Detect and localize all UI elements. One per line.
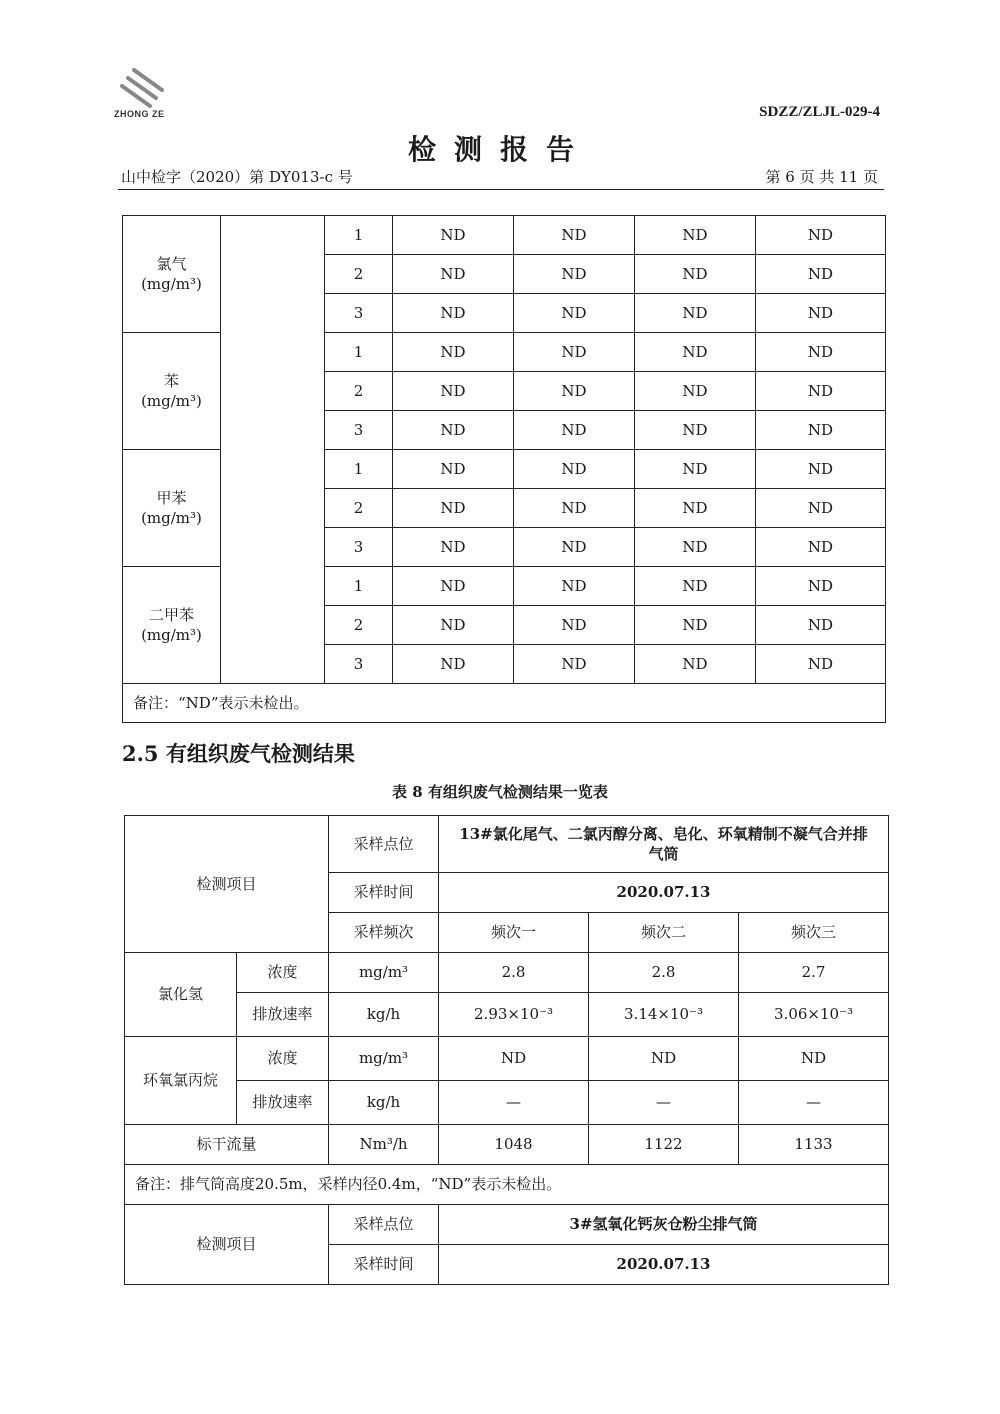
table-row: 二甲苯 (mg/m³) 1 ND ND ND ND	[123, 567, 886, 606]
table-row: 2 ND ND ND ND	[123, 372, 886, 411]
results-table-continued	[122, 215, 886, 723]
organized-exhaust-table	[124, 815, 889, 1285]
table-row: 苯 (mg/m³) 1 ND ND ND ND	[123, 333, 886, 372]
pollutant-cell: 苯 (mg/m³)	[123, 333, 221, 450]
time-value-cell: 2020.07.13	[439, 873, 889, 913]
point-value-cell: 3#氢氧化钙灰仓粉尘排气筒	[439, 1205, 889, 1245]
table-row: 采样时间 2020.07.13	[125, 1245, 889, 1285]
table-row: 检测项目 采样点位 3#氢氧化钙灰仓粉尘排气筒	[125, 1205, 889, 1245]
table-note-row	[125, 1165, 889, 1205]
table-row: 甲苯 (mg/m³) 1 ND ND ND ND	[123, 450, 886, 489]
pollutant-cell: 氯化氢	[125, 953, 237, 1037]
table-row: 标干流量 Nm³/h 1048 1122 1133	[125, 1125, 889, 1165]
point-value-cell: 13#氯化尾气、二氯丙醇分离、皂化、环氧精制不凝气合并排气筒	[439, 816, 889, 873]
document-code: SDZZ/ZLJL-029-4	[759, 104, 880, 120]
item-label-cell: 检测项目	[125, 1205, 329, 1285]
pollutant-cell: 二甲苯 (mg/m³)	[123, 567, 221, 684]
table-row: 2 ND ND ND ND	[123, 489, 886, 528]
table-caption: 表 8 有组织废气检测结果一览表	[392, 783, 608, 801]
time-label-cell: 采样时间	[329, 873, 439, 913]
table-row: 2 ND ND ND ND	[123, 255, 886, 294]
table-row: 3 ND ND ND ND	[123, 411, 886, 450]
table-row: 排放速率 kg/h 2.93×10⁻³ 3.14×10⁻³ 3.06×10⁻³	[125, 993, 889, 1037]
pollutant-cell: 甲苯 (mg/m³)	[123, 450, 221, 567]
flow-label-cell: 标干流量	[125, 1125, 329, 1165]
table-row: 氯气 (mg/m³) 1 ND ND ND ND	[123, 216, 886, 255]
item-label-cell: 检测项目	[125, 816, 329, 953]
blank-cell	[221, 216, 325, 684]
point-label-cell: 采样点位	[329, 816, 439, 873]
table-row: 环氧氯丙烷 浓度 mg/m³ ND ND ND	[125, 1037, 889, 1081]
table-row	[125, 816, 889, 873]
pollutant-cell: 氯气 (mg/m³)	[123, 216, 221, 333]
table-row: 氯化氢 浓度 mg/m³ 2.8 2.8 2.7	[125, 953, 889, 993]
table-row: 采样频次 频次一 频次二 频次三	[125, 913, 889, 953]
header-rule	[118, 189, 884, 190]
section-title: 2.5 有组织废气检测结果	[122, 741, 355, 766]
table-note: 备注：“ND”表示未检出。	[123, 684, 886, 723]
table-row: 3 ND ND ND ND	[123, 645, 886, 684]
page-number: 第 6 页 共 11 页	[765, 168, 878, 186]
freq-label-cell: 采样频次	[329, 913, 439, 953]
table-row: 排放速率 kg/h — — —	[125, 1081, 889, 1125]
time-value-cell: 2020.07.13	[439, 1245, 889, 1285]
report-number: 山中检字（2020）第 DY013-c 号	[121, 168, 353, 186]
page-title: 检测报告	[407, 133, 592, 166]
table-row: 3 ND ND ND ND	[123, 528, 886, 567]
logo-text: ZHONG ZE	[114, 109, 165, 119]
table-note: 备注：排气筒高度20.5m，采样内径0.4m，“ND”表示未检出。	[125, 1165, 889, 1205]
table-note-row	[123, 684, 886, 723]
pollutant-cell: 环氧氯丙烷	[125, 1037, 237, 1125]
table-row: 2 ND ND ND ND	[123, 606, 886, 645]
table-row: 3 ND ND ND ND	[123, 294, 886, 333]
